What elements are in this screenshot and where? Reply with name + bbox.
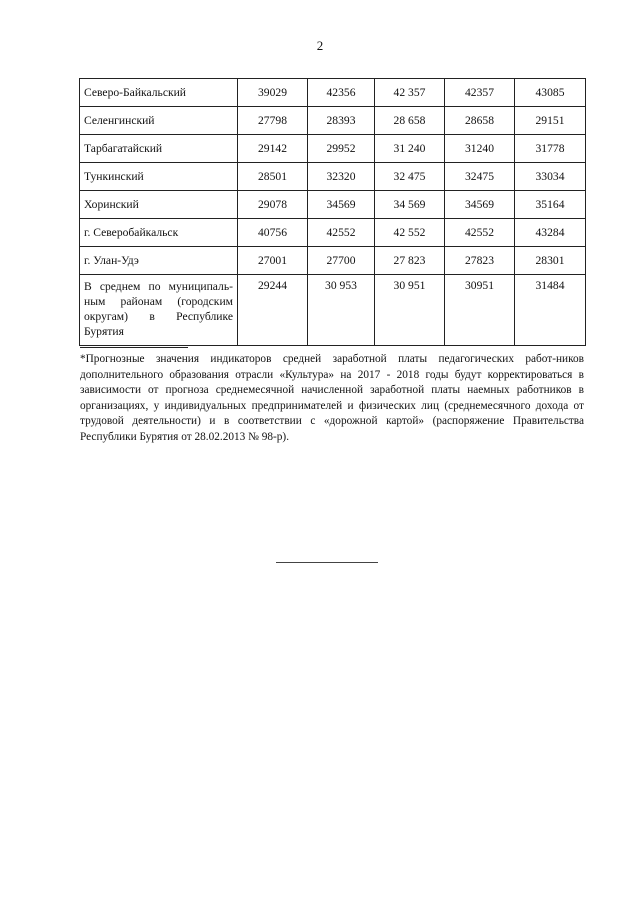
value-cell: 31778 [515, 135, 586, 163]
value-cell: 34 569 [375, 191, 445, 219]
value-cell: 43284 [515, 219, 586, 247]
table-row-average [80, 275, 586, 346]
row-name-cell: Селенгинский [80, 107, 238, 135]
value-cell: 28393 [308, 107, 375, 135]
table-row [80, 107, 586, 135]
salary-table [79, 78, 586, 346]
value-cell: 28 658 [375, 107, 445, 135]
row-name-cell: Хоринский [80, 191, 238, 219]
table-row [80, 191, 586, 219]
value-cell: 42356 [308, 79, 375, 107]
value-cell: 35164 [515, 191, 586, 219]
value-cell: 31484 [515, 275, 586, 346]
value-cell: 28501 [238, 163, 308, 191]
row-name-cell: В среднем по муниципаль-ным районам (городским округам) в Республике Бурятия [80, 275, 238, 346]
value-cell: 28658 [445, 107, 515, 135]
footnote: *Прогнозные значения индикаторов средней заработной платы педагогических работ-ников дополнительного образования отрасли «Культура» на 2017 - 2018 годы будут корректироваться в зависимости от прогноза среднемесячной начисленной заработной платы наемных работников в организациях, у индивидуальных предпринимателей и физических лиц (среднемесячного дохода от трудовой деятельности) и в соответствии с «дорожной картой» (распоряжение Правительства Республики Бурятия от 28.02.2013 № 98-р). [80, 353, 584, 443]
row-name-cell: Тарбагатайский [80, 135, 238, 163]
footnote-separator [80, 347, 188, 348]
value-cell: 42 552 [375, 219, 445, 247]
value-cell: 42357 [445, 79, 515, 107]
value-cell: 27001 [238, 247, 308, 275]
value-cell: 42552 [445, 219, 515, 247]
value-cell: 42552 [308, 219, 375, 247]
row-name-cell: г. Улан-Удэ [80, 247, 238, 275]
value-cell: 27700 [308, 247, 375, 275]
value-cell: 34569 [308, 191, 375, 219]
value-cell: 31240 [445, 135, 515, 163]
value-cell: 43085 [515, 79, 586, 107]
page-number: 2 [316, 38, 324, 53]
value-cell: 29952 [308, 135, 375, 163]
row-name-cell: г. Северобайкальск [80, 219, 238, 247]
value-cell: 40756 [238, 219, 308, 247]
value-cell: 32 475 [375, 163, 445, 191]
value-cell: 32320 [308, 163, 375, 191]
value-cell: 31 240 [375, 135, 445, 163]
table-row [80, 219, 586, 247]
value-cell: 28301 [515, 247, 586, 275]
end-of-document-line [276, 562, 378, 563]
value-cell: 27 823 [375, 247, 445, 275]
value-cell: 30 953 [308, 275, 375, 346]
value-cell: 29151 [515, 107, 586, 135]
row-name-cell: Северо-Байкальский [80, 79, 238, 107]
value-cell: 34569 [445, 191, 515, 219]
value-cell: 29078 [238, 191, 308, 219]
table-row [80, 79, 586, 107]
value-cell: 33034 [515, 163, 586, 191]
value-cell: 29142 [238, 135, 308, 163]
row-name-cell: Тункинский [80, 163, 238, 191]
table-row [80, 247, 586, 275]
value-cell: 27798 [238, 107, 308, 135]
value-cell: 32475 [445, 163, 515, 191]
value-cell: 27823 [445, 247, 515, 275]
value-cell: 39029 [238, 79, 308, 107]
value-cell: 30951 [445, 275, 515, 346]
value-cell: 42 357 [375, 79, 445, 107]
table-row [80, 163, 586, 191]
value-cell: 30 951 [375, 275, 445, 346]
value-cell: 29244 [238, 275, 308, 346]
table-row [80, 135, 586, 163]
